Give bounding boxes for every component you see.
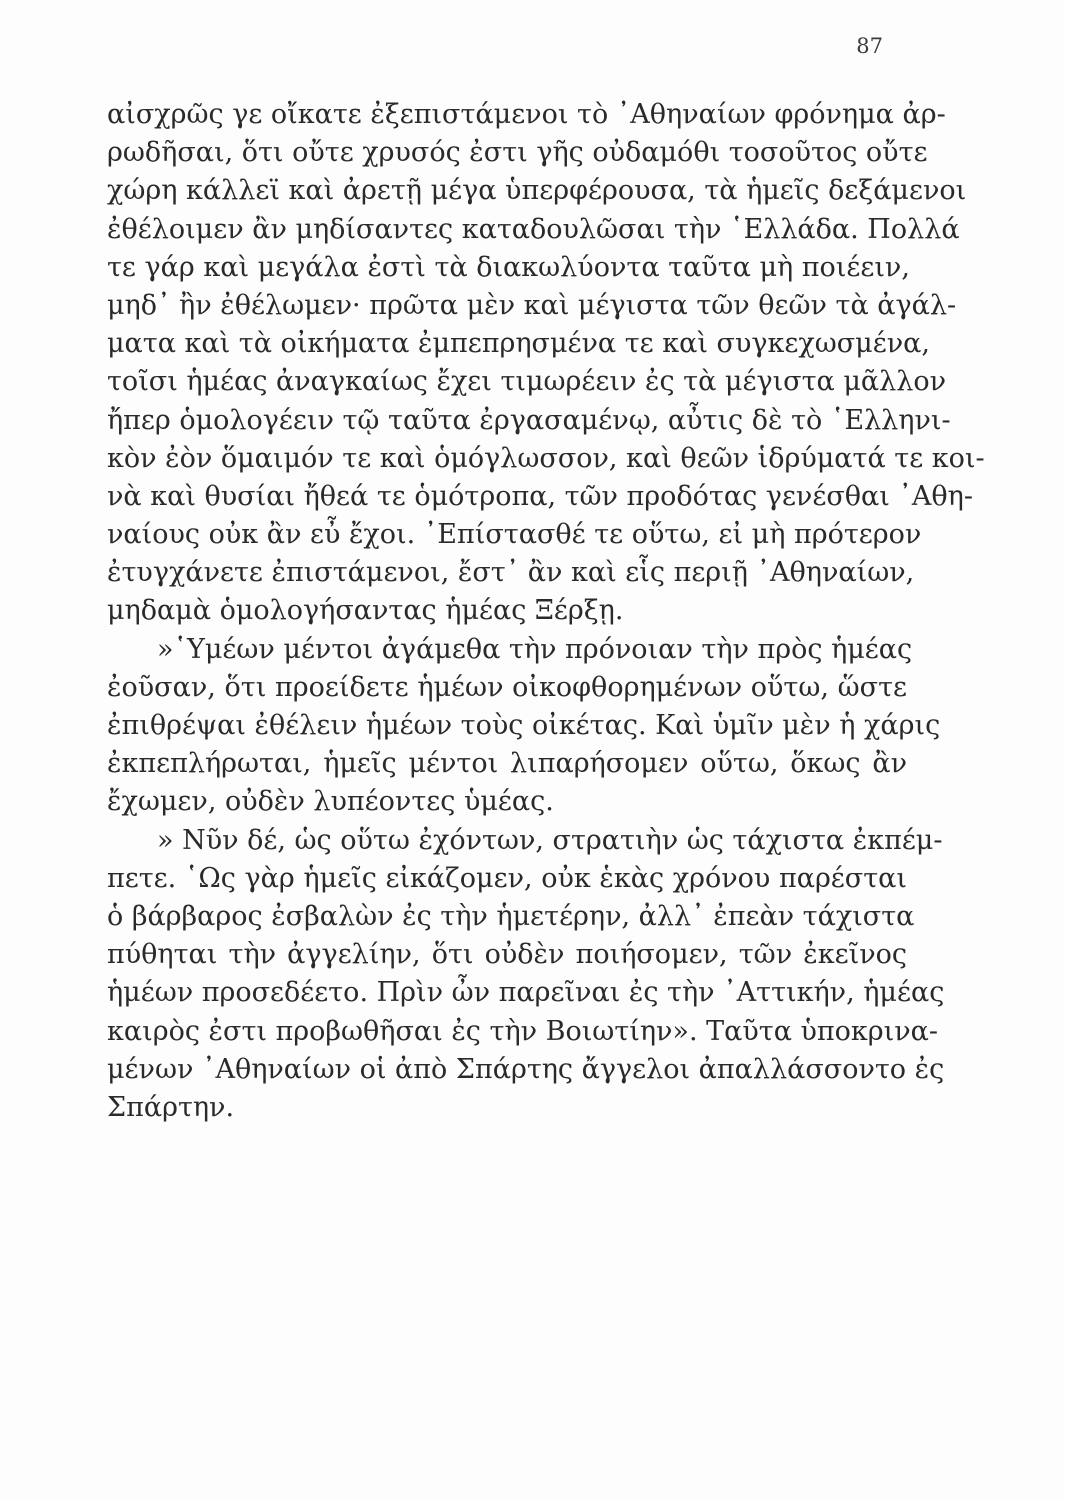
- text-line: ρωδῆσαι, ὅτι οὔτε χρυσός ἐστι γῆς οὐδαμόθι τοσοῦτος οὔτε: [107, 137, 928, 169]
- text-line: καιρὸς ἐστι προβωθῆσαι ἐς τὴν Βοιωτίην». Ταῦτα ὑποκρινα-: [107, 1015, 939, 1047]
- text-line: ἡμέων προσεδέετο. Πρὶν ὦν παρεῖναι ἐς τὴν ᾿Αττικήν, ἡμέας: [107, 977, 945, 1009]
- text-line: μηδ᾿ ἢν ἐθέλωμεν· πρῶτα μὲν καὶ μέγιστα τῶν θεῶν τὰ ἀγάλ-: [107, 289, 957, 321]
- text-line: ἐπιθρέψαι ἐθέλειν ἡμέων τοὺς οἰκέτας. Καὶ ὑμῖν μὲν ἡ χάρις: [107, 710, 941, 741]
- text-line: τοῖσι ἡμέας ἀναγκαίως ἔχει τιμωρέειν ἐς τὰ μέγιστα μᾶλλον: [107, 366, 947, 398]
- text-line: »῾Υμέων μέντοι ἀγάμεθα τὴν πρόνοιαν τὴν πρὸς ἡμέας: [157, 633, 913, 665]
- text-line: πετε. ῾Ως γὰρ ἡμεῖς εἰκάζομεν, οὐκ ἑκὰς χρόνου παρέσται: [107, 862, 907, 894]
- text-line: ὁ βάρβαρος ἐσβαλὼν ἐς τὴν ἡμετέρην, ἀλλ᾿ ἐπεὰν τάχιστα: [107, 900, 915, 932]
- text-line: ἔχωμεν, οὐδὲν λυπέοντες ὑμέας.: [107, 786, 554, 818]
- greek-text-body: [107, 96, 985, 1127]
- text-line: ἤπερ ὁμολογέειν τῷ ταῦτα ἐργασαμένῳ, αὖτις δὲ τὸ ῾Ελληνι-: [107, 404, 951, 436]
- text-line: τε γάρ καὶ μεγάλα ἐστὶ τὰ διακωλύοντα ταῦτα μὴ ποιέειν,: [107, 251, 910, 283]
- text-line: ματα καὶ τὰ οἰκήματα ἐμπεπρησμένα τε καὶ συγκεχωσμένα,: [107, 328, 930, 360]
- text-line: νὰ καὶ θυσίαι ἤθεά τε ὁμότροπα, τῶν προδότας γενέσθαι ᾿Αθη-: [107, 480, 973, 512]
- text-line: πύθηται τὴν ἀγγελίην, ὅτι οὐδὲν ποιήσομεν, τῶν ἐκεῖνος: [107, 939, 907, 971]
- text-line: αἰσχρῶς γε οἴκατε ἐξεπιστάμενοι τὸ ᾿Αθηναίων φρόνημα ἀρ-: [107, 99, 946, 130]
- text-line: χώρη κάλλεϊ καὶ ἀρετῇ μέγα ὑπερφέρουσα, τὰ ἡμεῖς δεξάμενοι: [107, 175, 967, 207]
- text-line: μηδαμὰ ὁμολογήσαντας ἡμέας Ξέρξῃ.: [107, 595, 624, 627]
- text-line: ναίους οὐκ ἂν εὖ ἔχοι. ᾿Επίστασθέ τε οὕτω, εἰ μὴ πρότερον: [107, 519, 922, 551]
- text-line: κὸν ἐὸν ὅμαιμόν τε καὶ ὁμόγλωσσον, καὶ θεῶν ἱδρύματά τε κοι-: [107, 442, 985, 474]
- text-line: ἐτυγχάνετε ἐπιστάμενοι, ἔστ᾿ ἂν καὶ εἷς περιῇ ᾿Αθηναίων,: [107, 557, 915, 589]
- text-line: » Νῦν δέ, ὡς οὕτω ἐχόντων, στρατιὴν ὡς τάχιστα ἐκπέμ-: [157, 824, 943, 856]
- page-number: 87: [856, 34, 883, 58]
- text-line: ἐθέλοιμεν ἂν μηδίσαντες καταδουλῶσαι τὴν ῾Ελλάδα. Πολλά: [107, 213, 960, 245]
- text-line: μένων ᾿Αθηναίων οἱ ἀπὸ Σπάρτης ἄγγελοι ἀπαλλάσσοντο ἐς: [107, 1053, 945, 1085]
- text-line: ἐκπεπλήρωται, ἡμεῖς μέντοι λιπαρήσομεν οὕτω, ὅκως ἂν: [107, 748, 907, 780]
- text-line: Σπάρτην.: [107, 1091, 235, 1123]
- text-line: ἐοῦσαν, ὅτι προείδετε ἡμέων οἰκοφθορημένων οὕτω, ὥστε: [107, 671, 907, 703]
